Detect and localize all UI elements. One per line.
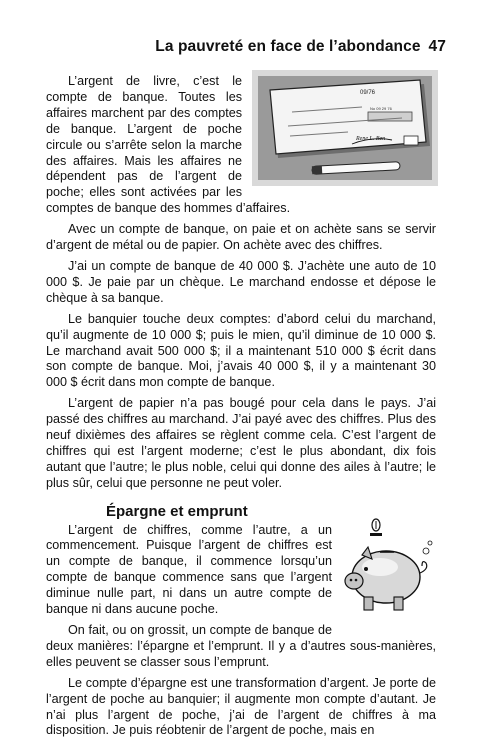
check-illustration (252, 70, 438, 186)
paragraph: Le banquier touche deux comptes: d’abord celui du marchand, qu’il augmente de 10 000 $; puis le mien, qu’il diminue de 10 000 $. Le marchand avait 500 000 $; il a maintenant 510 000 $ écrit dans son compte de banque. Moi, j’avais 40 000 $, il y a maintenant 30 000 $ écrit dans mon compte de banque. (46, 311, 436, 390)
paragraph: L’argent de livre, c’est le compte de banque. Toutes les affaires marchent par des comptes de banque. L’argent de poche circule ou s’arrête selon la marche des affaires. Mais les affaires ne dépendent pas de l’argent de poche; elles sont activées par les comptes de banque des hommes d’affaires. (46, 74, 291, 216)
check-date: 09/76 (360, 90, 376, 96)
page-header (60, 38, 446, 56)
check-number: No 09 29 76 (370, 106, 392, 111)
section-heading: Épargne et emprunt (106, 502, 248, 520)
page-body (46, 74, 436, 744)
paragraph: J’ai un compte de banque de 40 000 $. J’achète une auto de 10 000 $. Je paie par un chèque. Le marchand endosse et dépose le chèque à sa banque. (46, 258, 436, 305)
piggy-bank-illustration (340, 517, 440, 627)
check-signature: Rene L. Ben (356, 136, 386, 142)
paragraph: Le compte d’épargne est une transformation d’argent. Je porte de l’argent de poche au banquier; il augmente mon compte d’autant. Je n’ai plus l’argent de poche, j’ai de l’argent de chiffres à ma disposition. Je puis réobtenir de l’argent de poche, mais en (46, 675, 436, 738)
page-number: 47 (428, 38, 446, 55)
paragraph: L’argent de chiffres, comme l’autre, a un commencement. Puisque l’argent de chiffres est un compte de banque, il commence lorsqu’un compte de banque commence sans que l’argent diminue nulle part, ni dans un autre compte de banque ni dans aucune poche. (46, 522, 332, 617)
paragraph: Avec un compte de banque, on paie et on achète sans se servir d’argent de métal ou de papier. On achète avec des chiffres. (46, 222, 436, 253)
paragraph: On fait, ou on grossit, un compte de banque de deux manières: l’épargne et l’emprunt. Il y a d’autres sous-manières, elles peuvent se classer sous l’emprunt. (46, 623, 436, 669)
paragraph: L’argent de papier n’a pas bougé pour cela dans le pays. J’ai passé des chiffres au marchand. J’ai payé avec des chiffres. Plus des neuf dixièmes des affaires se règlent comme cela. C’est l’argent de chiffres qui est l’argent moderne; c’est le plus abondant, dix fois autant que l’autre; le plus noble, celui qui donne des ailes à l’autre; le plus sûr, celui que personne ne peut voler. (46, 396, 436, 490)
running-title: La pauvreté en face de l’abondance (155, 38, 421, 55)
